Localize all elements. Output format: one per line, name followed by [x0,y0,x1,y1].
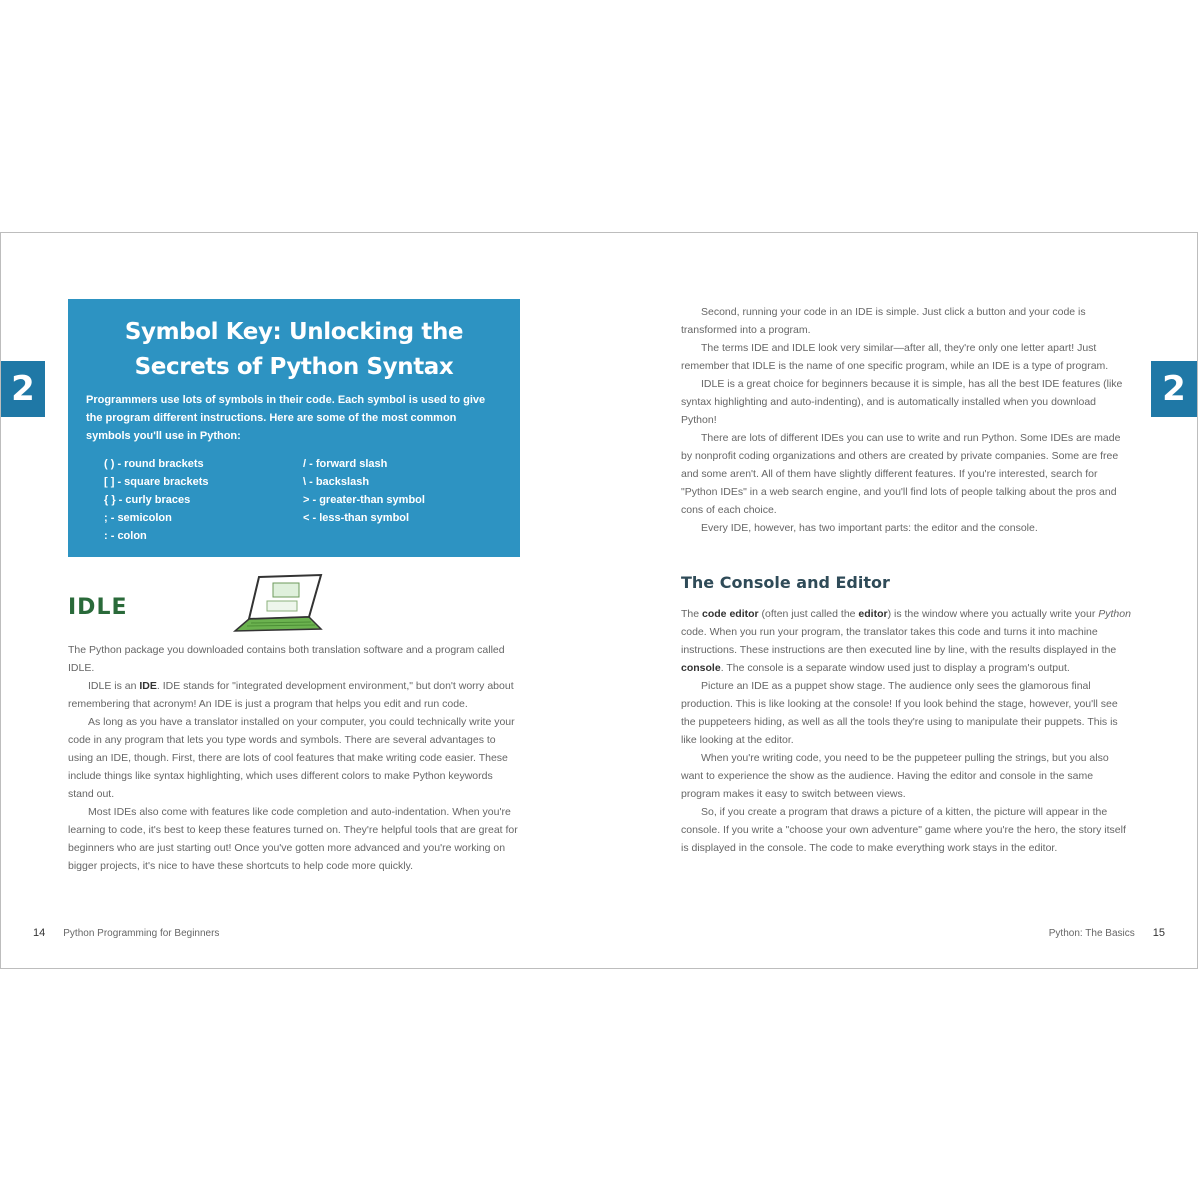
running-title-right: Python: The Basics [1048,928,1135,939]
symbol-list [86,455,502,545]
text-run: . IDE stands for "integrated development environment," but don't worry about remembering that acronym! An IDE is just a program that helps you edit and run code. [68,680,514,710]
text-run: IDLE is an [88,680,140,692]
symbol-item: < - less-than symbol [303,512,410,524]
laptop-illustration [231,573,326,633]
symbol-item: \ - backslash [303,476,370,488]
symbol-item: > - greater-than symbol [303,494,425,506]
page-number-left: 14 [33,927,46,939]
text-run: ) is the window where you actually write your [887,608,1099,620]
symbol-key-intro: Programmers use lots of symbols in their code. Each symbol is used to give the program different instructions. Here are some of the most common symbols you'll use in Python: [86,394,486,442]
term-python: Python [1098,608,1131,620]
paragraph: Every IDE, however, has two important parts: the editor and the console. [701,522,1038,534]
text-run: code. When you run your program, the translator takes this code and turns it into machine instructions. These instructions are then executed line by line, with the results displayed in the [681,626,1117,656]
symbol-item: [ ] - square brackets [104,476,209,488]
idle-body [68,641,520,875]
chapter-tab-left: 2 [1,361,45,417]
paragraph: Most IDEs also come with features like code completion and auto-indentation. When you're learning to code, it's best to keep these features turned on. They're helpful tools that are great for beginners who are just starting out! Once you've gotten more advanced and you're working on bigger projects, it's nice to have these shortcuts to help code more quickly. [68,806,518,872]
paragraph: As long as you have a translator installed on your computer, you could technically write your code in any program that lets you type words and symbols. There are several advantages to using an IDE, though. First, there are lots of cool features that make writing code easier. These include things like syntax highlighting, which uses different colors to make Python keywords stand out. [68,716,515,800]
term-ide: IDE [139,680,157,692]
symbol-key-title: Symbol Key: Unlocking the Secrets of Python Syntax [124,319,464,380]
idle-heading: IDLE [68,595,128,620]
symbol-column-right [303,455,502,545]
book-spread [0,232,1198,969]
text-run: The [681,608,703,620]
right-intro-body [681,303,1131,537]
footer-right [1049,927,1183,939]
footer-left [15,927,219,939]
symbol-item: ; - semicolon [104,512,172,524]
term-editor: editor [858,608,888,620]
symbol-item: { } - curly braces [104,494,191,506]
chapter-tab-right: 2 [1151,361,1197,417]
paragraph [68,677,520,713]
symbol-key-box [68,299,520,557]
term-code-editor: code editor [702,608,759,620]
paragraph: The terms IDE and IDLE look very similar—after all, they're only one letter apart! Just remember that IDLE is the name of one specific program, while an IDE is a type of program. [681,342,1109,372]
symbol-column-left [104,455,303,545]
page-number-right: 15 [1152,927,1165,939]
paragraph: When you're writing code, you need to be the puppeteer pulling the strings, but you also want to experience the show as the audience. Having the editor and console in the same program makes it easy to switch between views. [681,752,1109,800]
console-editor-heading: The Console and Editor [681,573,890,592]
symbol-item: ( ) - round brackets [104,458,204,470]
term-console: console [681,662,721,674]
paragraph: The Python package you downloaded contains both translation software and a program called IDLE. [68,644,505,674]
paragraph [681,605,1131,677]
symbol-item: : - colon [104,530,147,542]
text-run: (often just called the [758,608,859,620]
console-editor-body [681,605,1131,857]
paragraph: Picture an IDE as a puppet show stage. The audience only sees the glamorous final production. This is like looking at the console! If you look behind the stage, however, you'll see the puppeteers hiding, as well as all the tools they're using to manipulate their puppets. This is like looking at the editor. [681,680,1118,746]
text-run: . The console is a separate window used just to display a program's output. [720,662,1070,674]
running-title-left: Python Programming for Beginners [63,928,220,939]
paragraph: IDLE is a great choice for beginners because it is simple, has all the best IDE features (like syntax highlighting and auto-indenting), and is automatically installed when you download Python! [681,378,1123,426]
paragraph: So, if you create a program that draws a picture of a kitten, the picture will appear in the console. If you write a "choose your own adventure" game where you're the hero, the story itself is displayed in the console. The code to make everything work stays in the editor. [681,806,1126,854]
symbol-item: / - forward slash [303,458,388,470]
paragraph: Second, running your code in an IDE is simple. Just click a button and your code is transformed into a program. [681,306,1086,336]
paragraph: There are lots of different IDEs you can use to write and run Python. Some IDEs are made by nonprofit coding organizations and others are created by private companies. Some are free and some aren't. All of them have slightly different features. If you're interested, search for "Python IDEs" in a web search engine, and you'll find lots of people talking about the pros and cons of each choice. [681,432,1121,516]
